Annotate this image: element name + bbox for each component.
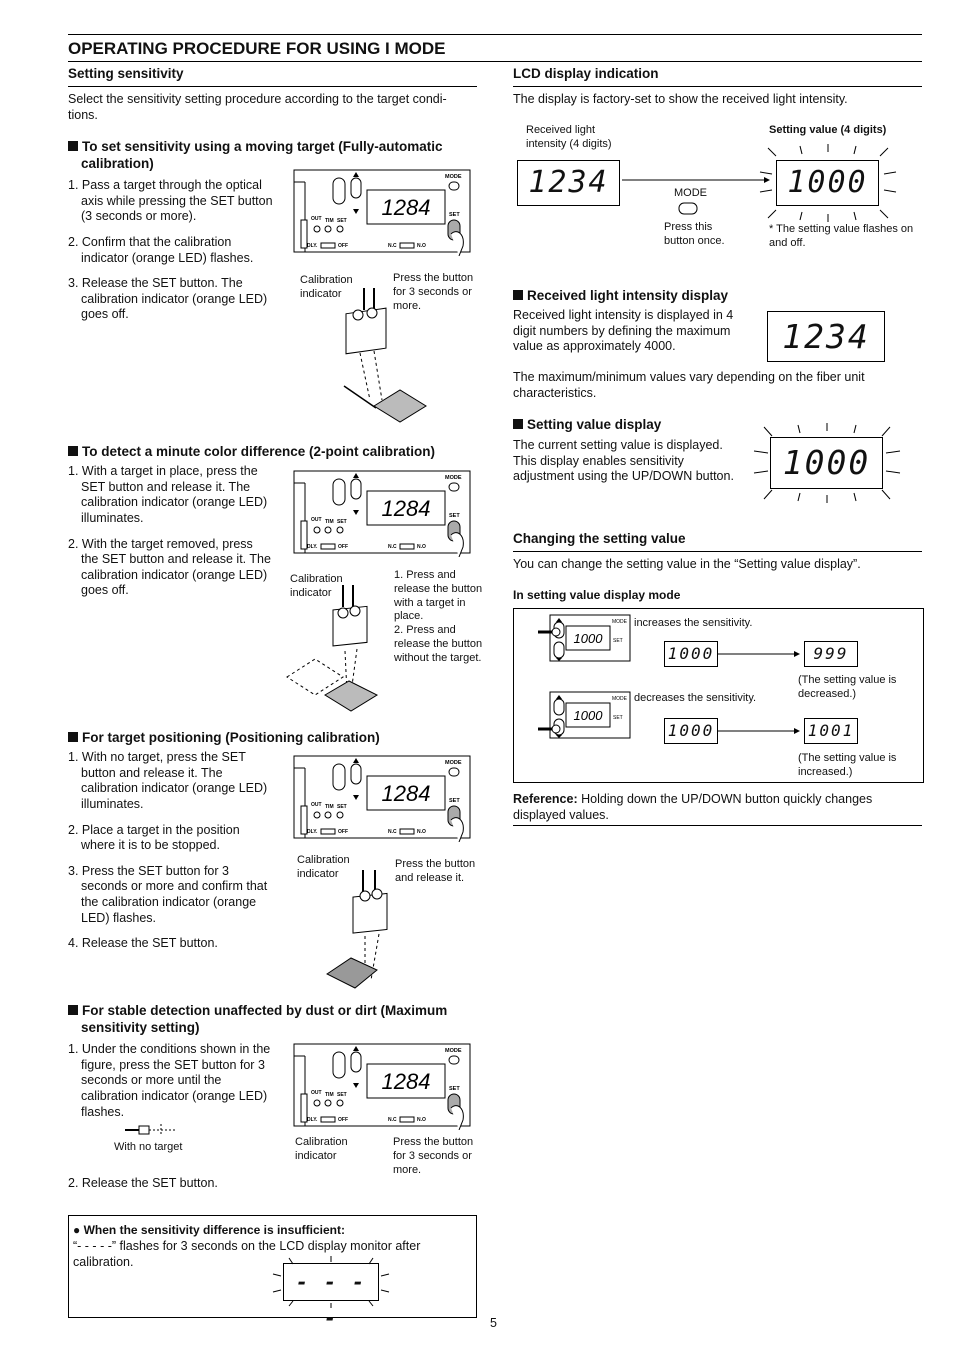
reference-text: Holding down the UP/DOWN button quickly changes displayed values. [513, 792, 873, 822]
list-item: 2. Release the SET button. [68, 1176, 218, 1190]
arrow-right-icon [718, 726, 800, 736]
svg-text:SET: SET [337, 1092, 347, 1098]
svg-text:1284: 1284 [381, 781, 431, 806]
no-target-sensor-icon [125, 1122, 195, 1138]
received-light-label: Received light intensity (4 digits) [526, 124, 612, 150]
s1-title-text: To set sensitivity using a moving target (Fully-automatic calibration) [81, 139, 443, 172]
amplifier-unit-drawing [293, 754, 475, 842]
list-item: 1. With no target, press the SET button and release it. The calibration indicator (orange LED) illuminates. [68, 750, 268, 811]
svg-text:SET: SET [337, 218, 347, 224]
svg-text:SET: SET [449, 1086, 460, 1092]
bullet-icon: ● [73, 1223, 84, 1237]
svg-text:SET: SET [613, 638, 623, 644]
decreases-label: decreases the sensitivity. [634, 692, 757, 704]
svg-text:1284: 1284 [381, 1069, 431, 1094]
svg-text:SET: SET [337, 519, 347, 525]
subsection-2-point-title [68, 443, 477, 460]
square-bullet-icon [68, 446, 78, 456]
svg-text:N.O: N.O [417, 544, 426, 550]
svg-text:1284: 1284 [381, 195, 431, 220]
list-item: 3. Press the SET button for 3 seconds or more and confirm that the calibration indicator (orange LED) flashes. [68, 863, 268, 925]
flash-rays-icon [752, 423, 902, 503]
received-light-sample-display: 1234 [767, 311, 885, 362]
mini-unit-down [538, 691, 634, 741]
minmax-text: The maximum/minimum values vary depending on the fiber unit characteristics. [513, 370, 865, 400]
svg-text:MODE: MODE [445, 1048, 462, 1054]
calibration-indicator-label: Calibration indicator [297, 854, 350, 880]
square-bullet-icon [513, 290, 523, 300]
svg-text:OFF: OFF [338, 829, 348, 835]
up-to-display: 999 [804, 641, 858, 667]
s3-steps [68, 750, 273, 962]
list-item: 2. Press and release the button without the target. [394, 624, 483, 664]
insufficient-sensitivity-note-box [68, 1215, 477, 1330]
s2-steps [68, 464, 273, 609]
svg-text:N.C: N.C [388, 1117, 397, 1123]
svg-text:SET: SET [449, 513, 460, 519]
page-title: OPERATING PROCEDURE FOR USING I MODE [68, 34, 922, 62]
changing-text: You can change the setting value in the “Setting value display”. [513, 557, 861, 571]
svg-text:TIM: TIM [325, 218, 334, 224]
note-box-title: ● When the sensitivity difference is insufficient: [73, 1223, 345, 1237]
increased-note: (The setting value is increased.) [798, 752, 897, 778]
setting-value-text: The current setting value is displayed. This display enables sensitivity adjustment using the UP/DOWN button. [513, 438, 734, 484]
svg-text:MODE: MODE [445, 174, 462, 180]
calibration-indicator-label: Calibration indicator [300, 274, 353, 300]
reference-label: Reference: [513, 792, 578, 806]
amplifier-unit-figure-2 [293, 469, 475, 562]
list-item: 1. Press and release the button with a target in place. [394, 569, 483, 623]
list-item: 4. Release the SET button. [68, 936, 218, 951]
press-button-label: Press the button for 3 seconds or more. [393, 272, 474, 312]
page-number: 5 [490, 1316, 497, 1330]
list-item: 1. With a target in place, press the SET button and release it. The calibration indicator (orange LED) illuminates. [68, 464, 268, 525]
no-target-label: With no target [114, 1141, 183, 1153]
svg-text:OFF: OFF [338, 243, 348, 249]
section-heading-setting-sensitivity: Setting sensitivity [68, 66, 477, 87]
setting-value-display-heading: Setting value display [513, 416, 922, 433]
svg-text:TIM: TIM [325, 804, 334, 810]
fiber-sensor-2-point-illustration [285, 585, 395, 715]
svg-text:DLY.: DLY. [307, 829, 318, 835]
setting-value-sample-display: 1000 [770, 437, 883, 489]
svg-text:N.O: N.O [417, 243, 426, 249]
svg-text:SET: SET [337, 804, 347, 810]
square-bullet-icon [68, 732, 78, 742]
list-item: 2. With the target removed, press the SET button and release it. The calibration indicator (orange LED) goes off. [68, 536, 271, 598]
s2-title-text: To detect a minute color difference (2-point calibration) [82, 444, 436, 459]
down-to-display: 1001 [804, 718, 858, 744]
svg-text:OUT: OUT [311, 1090, 322, 1096]
svg-text:DLY.: DLY. [307, 1117, 318, 1123]
mode-button-label[interactable]: MODE [674, 187, 707, 199]
setting-sensitivity-intro: Select the sensitivity setting procedure according to the target condi- tions. [68, 92, 447, 122]
svg-text:1284: 1284 [381, 496, 431, 521]
setting-value-label: Setting value (4 digits) [769, 124, 887, 136]
reference-note [513, 792, 922, 826]
svg-text:N.O: N.O [417, 829, 426, 835]
amplifier-unit-drawing [293, 1042, 475, 1130]
received-light-text: Received light intensity is displayed in 4 digit numbers by defining the maximum value as approximately 4000. [513, 308, 734, 354]
press-once-label: Press this button once. [664, 221, 725, 247]
list-item: 2. Confirm that the calibration indicator (orange LED) flashes. [68, 234, 254, 265]
fiber-sensor-moving-target-illustration [330, 288, 440, 428]
mode-subheading: In setting value display mode [513, 588, 681, 602]
increases-label: increases the sensitivity. [634, 617, 753, 629]
lcd-intro: The display is factory-set to show the received light intensity. [513, 92, 848, 106]
svg-text:N.O: N.O [417, 1117, 426, 1123]
up-from-display: 1000 [664, 641, 718, 667]
calibration-indicator-label: Calibration indicator [295, 1136, 348, 1162]
section-heading-lcd-display: LCD display indication [513, 66, 922, 87]
svg-text:OUT: OUT [311, 216, 322, 222]
s1-steps [68, 178, 273, 333]
svg-text:N.C: N.C [388, 243, 397, 249]
press-button-label: Press the button for 3 seconds or more. [393, 1136, 474, 1176]
square-bullet-icon [68, 1005, 78, 1015]
press-button-label: Press the button and release it. [395, 858, 476, 884]
svg-text:MODE: MODE [612, 696, 627, 702]
subsection-positioning-title [68, 729, 477, 746]
section-heading-changing-setting: Changing the setting value [513, 531, 922, 552]
s4-title-text: For stable detection unaffected by dust or dirt (Maximum sensitivity setting) [81, 1003, 448, 1036]
setting-value-display: 1000 [776, 160, 879, 206]
square-bullet-icon [513, 419, 523, 429]
square-bullet-icon [68, 141, 78, 151]
received-light-intensity-heading: Received light intensity display [513, 287, 922, 304]
arrow-right-icon [718, 649, 800, 659]
flash-note: * The setting value flashes on and off. [769, 223, 914, 249]
flash-rays-icon [758, 144, 898, 222]
list-item: 1. Under the conditions shown in the figure, press the SET button for 3 seconds or more until the calibration indicator (orange LED) flashes. [68, 1042, 271, 1119]
amplifier-unit-figure-1 [293, 168, 475, 261]
svg-text:TIM: TIM [325, 1092, 334, 1098]
list-item: 2. Place a target in the position where it is to be stopped. [68, 822, 240, 853]
svg-text:MODE: MODE [612, 619, 627, 625]
decreased-note: (The setting value is decreased.) [798, 674, 897, 700]
s4-step-2 [68, 1176, 273, 1202]
s2-notes [381, 569, 489, 665]
amplifier-unit-figure-3 [293, 754, 475, 847]
s3-title-text: For target positioning (Positioning calibration) [82, 730, 380, 745]
svg-text:MODE: MODE [445, 475, 462, 481]
list-item: 3. Release the SET button. The calibration indicator (orange LED) goes off. [68, 276, 268, 322]
svg-text:OFF: OFF [338, 544, 348, 550]
svg-text:OUT: OUT [311, 517, 322, 523]
s4-step-1 [68, 1042, 273, 1130]
svg-text:DLY.: DLY. [307, 544, 318, 550]
down-from-display: 1000 [664, 718, 718, 744]
svg-text:OUT: OUT [311, 802, 322, 808]
svg-text:1000: 1000 [573, 631, 603, 646]
svg-text:TIM: TIM [325, 519, 334, 525]
fiber-sensor-positioning-illustration [325, 870, 415, 990]
svg-text:OFF: OFF [338, 1117, 348, 1123]
amplifier-unit-drawing [293, 168, 475, 256]
amplifier-unit-drawing [293, 469, 475, 557]
calibration-indicator-label: Calibration indicator [290, 573, 343, 599]
subsection-max-sensitivity-title [68, 1002, 477, 1037]
svg-text:SET: SET [449, 798, 460, 804]
amplifier-unit-figure-4 [293, 1042, 475, 1135]
received-light-display: 1234 [517, 160, 620, 206]
svg-text:1000: 1000 [573, 708, 603, 723]
flash-rays-icon [269, 1256, 393, 1308]
note-box-text: “- - - - -” flashes for 3 seconds on the LCD display monitor after calibration. [73, 1239, 421, 1269]
svg-text:N.C: N.C [388, 829, 397, 835]
dash-display: - - - - [283, 1263, 379, 1301]
list-item: 1. Pass a target through the optical axis while pressing the SET button (3 seconds or more). [68, 178, 273, 224]
svg-text:SET: SET [449, 212, 460, 218]
svg-text:MODE: MODE [445, 760, 462, 766]
setting-change-diagram-box [513, 608, 924, 783]
svg-text:DLY.: DLY. [307, 243, 318, 249]
svg-text:N.C: N.C [388, 544, 397, 550]
svg-text:SET: SET [613, 715, 623, 721]
mini-unit-up [538, 614, 634, 664]
